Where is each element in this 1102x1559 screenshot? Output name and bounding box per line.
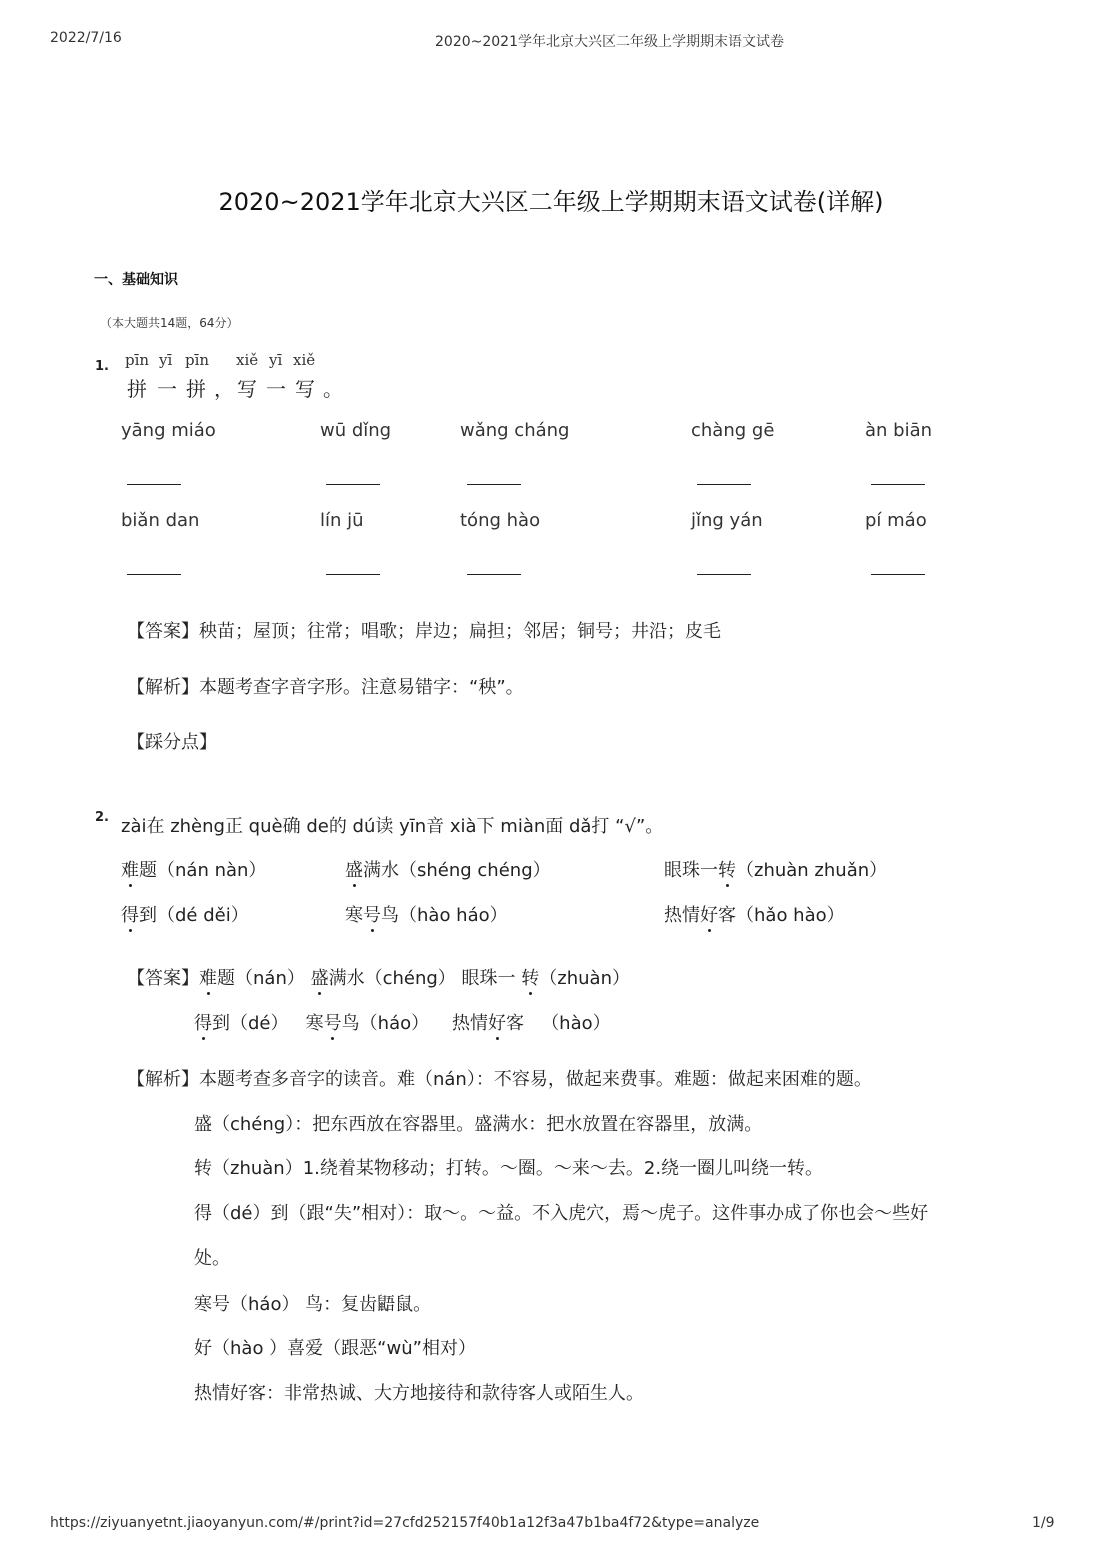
dotted-char: 难 xyxy=(121,856,139,882)
prompt-char: 一 xyxy=(157,377,178,401)
prompt-pinyin: yī xyxy=(159,351,173,369)
analysis-label: 【解析】 xyxy=(127,677,199,698)
question-number: 2. xyxy=(95,810,109,825)
pinyin-item: wǎng cháng xyxy=(460,420,570,441)
prompt-pinyin: yī xyxy=(269,351,283,369)
answer-blank xyxy=(871,484,925,485)
page-number: 1/9 xyxy=(1032,1515,1055,1531)
pinyin-item: wū dǐng xyxy=(320,420,392,441)
dotted-char: 好 xyxy=(488,1009,506,1035)
q2-analysis-line: 盛（chéng）：把东西放在容器里。盛满水：把水放置在容器里，放满。 xyxy=(194,1114,763,1135)
analysis-text: 本题考查字音字形。注意易错字：“秧”。 xyxy=(199,677,524,698)
question-number: 1. xyxy=(95,359,109,374)
prompt-char: 拼 xyxy=(127,377,148,401)
answer-blank xyxy=(326,574,380,575)
dotted-char: 转 xyxy=(718,856,736,882)
prompt-char: 写 xyxy=(295,377,316,401)
prompt-pinyin: xiě xyxy=(236,351,259,369)
option-item: 热情好客（hǎo hào） xyxy=(664,901,845,927)
pinyin-item: jǐng yán xyxy=(691,510,763,531)
prompt-char: 写 xyxy=(237,377,258,401)
option-item: 难题（nán nàn） xyxy=(121,856,266,882)
q1-scoring-points: 【踩分点】 xyxy=(127,732,217,753)
answer-label: 【答案】 xyxy=(127,968,199,989)
dotted-char: 得 xyxy=(121,901,139,927)
prompt-pinyin: pīn xyxy=(125,351,150,369)
answer-label: 【答案】 xyxy=(127,621,199,642)
q2-analysis-line: 寒号（háo） 鸟：复齿鼯鼠。 xyxy=(194,1294,432,1315)
section-heading: 一、基础知识 xyxy=(94,272,178,288)
header-doc-title: 2020~2021学年北京大兴区二年级上学期期末语文试卷 xyxy=(435,34,784,50)
analysis-label: 【解析】 xyxy=(127,1069,199,1090)
q2-analysis-line: 转（zhuàn）1.绕着某物移动；打转。～圈。～来～去。2.绕一圈儿叫绕一转。 xyxy=(194,1158,824,1179)
answer-text: 秧苗；屋顶；往常；唱歌；岸边；扁担；邻居；铜号；井沿；皮毛 xyxy=(199,621,721,642)
answer-blank xyxy=(697,574,751,575)
q2-answer-line-1: 【答案】难题（nán） 盛满水（chéng） 眼珠一 转（zhuàn） xyxy=(127,964,630,990)
answer-blank xyxy=(326,484,380,485)
question-prompt: zài在 zhèng正 què确 de的 dú读 yīn音 xià下 miàn面 dǎ打 “√”。 xyxy=(121,816,664,837)
dotted-char: 盛 xyxy=(345,856,363,882)
q2-analysis-line: 热情好客：非常热诚、大方地接待和款待客人或陌生人。 xyxy=(194,1383,644,1404)
q1-answer xyxy=(127,617,721,643)
q2-analysis-line: 得（dé）到（跟“失”相对）：取～。～益。不入虎穴，焉～虎子。这件事办成了你也会～些好 xyxy=(194,1203,929,1224)
answer-blank xyxy=(871,574,925,575)
dotted-char: 难 xyxy=(199,964,217,990)
dotted-char: 盛 xyxy=(311,964,329,990)
q1-analysis xyxy=(127,673,524,699)
dotted-char: 转 xyxy=(521,964,539,990)
page-title: 2020~2021学年北京大兴区二年级上学期期末语文试卷(详解) xyxy=(218,188,884,216)
pinyin-item: tóng hào xyxy=(460,510,541,531)
q2-answer-line-2: 得到（dé） 寒号鸟（háo） 热情好客 （hào） xyxy=(194,1009,611,1035)
header-date: 2022/7/16 xyxy=(50,30,122,46)
pinyin-item: biǎn dan xyxy=(121,510,200,531)
pinyin-item: chàng gē xyxy=(691,420,775,441)
footer-url[interactable]: https://ziyuanyetnt.jiaoyanyun.com/#/print?id=27cfd252157f40b1a12f3a47b1ba4f72&type=analyze xyxy=(50,1515,760,1531)
answer-blank xyxy=(467,574,521,575)
pinyin-item: lín jū xyxy=(320,510,364,531)
answer-blank xyxy=(127,574,181,575)
answer-blank xyxy=(127,484,181,485)
q2-analysis-line: 处。 xyxy=(194,1248,230,1269)
prompt-char: 拼 xyxy=(186,377,207,401)
prompt-pinyin: pīn xyxy=(185,351,210,369)
prompt-char: ， xyxy=(214,377,235,401)
pinyin-item: pí máo xyxy=(865,510,927,531)
dotted-char: 号 xyxy=(324,1009,342,1035)
dotted-char: 号 xyxy=(363,901,381,927)
pinyin-item: àn biān xyxy=(865,420,933,441)
dotted-char: 得 xyxy=(194,1009,212,1035)
option-item: 得到（dé děi） xyxy=(121,901,249,927)
answer-blank xyxy=(467,484,521,485)
section-note: （本大题共14题，64分） xyxy=(100,316,239,330)
option-item: 盛满水（shéng chéng） xyxy=(345,856,551,882)
pinyin-item: yāng miáo xyxy=(121,420,216,441)
prompt-char: 一 xyxy=(266,377,287,401)
prompt-char: 。 xyxy=(323,377,344,401)
option-item: 寒号鸟（hào háo） xyxy=(345,901,508,927)
q2-analysis-line: 【解析】本题考查多音字的读音。难（nán）：不容易，做起来费事。难题：做起来困难的题。 xyxy=(127,1069,872,1090)
answer-blank xyxy=(697,484,751,485)
q2-analysis-line: 好（hào ）喜爱（跟恶“wù”相对） xyxy=(194,1338,476,1359)
dotted-char: 好 xyxy=(700,901,718,927)
option-item: 眼珠一转（zhuàn zhuǎn） xyxy=(664,856,887,882)
prompt-pinyin: xiě xyxy=(293,351,316,369)
